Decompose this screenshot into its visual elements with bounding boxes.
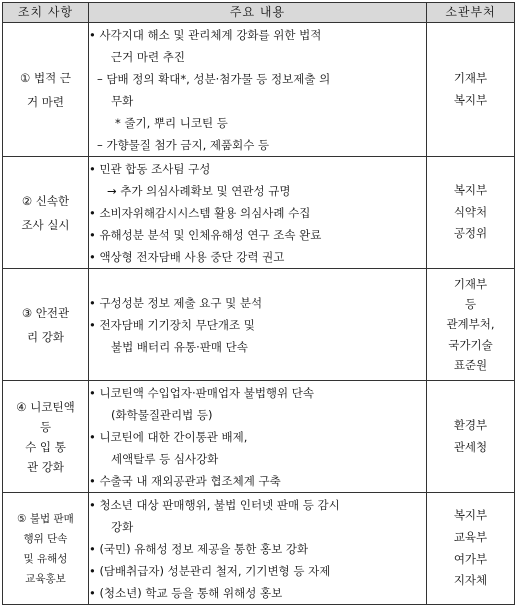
measure-cell bbox=[3, 23, 89, 157]
measure-line: ① 법적 근 bbox=[20, 70, 71, 85]
measure-line: 관 강화 bbox=[27, 459, 64, 474]
dept-line: 복지부 bbox=[453, 507, 488, 522]
dept-cell bbox=[427, 157, 515, 269]
content-line: (화학물질관리법 등) bbox=[111, 407, 213, 422]
table-row bbox=[3, 157, 515, 269]
table-row bbox=[3, 23, 515, 157]
table-row bbox=[3, 381, 515, 493]
content-line: • (청소년) 학교 등을 통해 위해성 홍보 bbox=[89, 585, 283, 600]
dept-line: 교육부 bbox=[453, 529, 488, 544]
dept-line: 표준원 bbox=[453, 357, 488, 372]
content-line: 강화 bbox=[111, 519, 134, 534]
dept-line: 복지부 bbox=[453, 92, 488, 107]
content-cell bbox=[89, 157, 427, 269]
dept-line: 식약처 bbox=[453, 204, 488, 219]
measure-line: 및 유해성 bbox=[23, 552, 68, 565]
dept-line: 기재부 bbox=[453, 277, 488, 292]
dept-line: 여가부 bbox=[453, 551, 488, 566]
header-measure: 조치 사항 bbox=[3, 3, 89, 23]
dept-line: 공정위 bbox=[453, 226, 488, 241]
content-cell bbox=[89, 493, 427, 605]
content-line: • 구성성분 정보 제출 요구 및 분석 bbox=[89, 295, 263, 310]
content-line: • 사각지대 해소 및 관리체계 강화를 위한 법적 bbox=[89, 27, 322, 42]
dept-cell bbox=[427, 381, 515, 493]
header-content: 주요 내용 bbox=[89, 3, 427, 23]
content-line: – 가향물질 첨가 금지, 제품회수 등 bbox=[97, 137, 270, 152]
header-dept: 소관부처 bbox=[427, 3, 515, 23]
measure-cell bbox=[3, 269, 89, 381]
measure-line: ④ 니코틴액 bbox=[16, 399, 75, 414]
header-row bbox=[3, 3, 515, 23]
content-line: 불법 배터리 유통·판매 단속 bbox=[111, 339, 248, 354]
content-line: • 소비자위해감시시스템 활용 의심사례 수집 bbox=[89, 205, 311, 220]
measure-cell bbox=[3, 157, 89, 269]
dept-line: 등 bbox=[464, 297, 477, 312]
dept-cell bbox=[427, 269, 515, 381]
content-line: 세액탈루 등 심사강화 bbox=[111, 451, 219, 466]
measure-line: ② 신속한 bbox=[21, 193, 70, 208]
content-line: • 수출국 내 재외공관과 협조체계 구축 bbox=[89, 473, 281, 488]
measure-line: 조사 실시 bbox=[21, 217, 70, 232]
content-line: • 민관 합동 조사팀 구성 bbox=[89, 161, 211, 176]
measure-line: 행위 단속 bbox=[23, 532, 68, 545]
measures-table bbox=[2, 2, 515, 605]
content-line: 무화 bbox=[111, 93, 134, 108]
content-line: 근거 마련 추진 bbox=[111, 49, 185, 64]
measure-line: ③ 안전관 bbox=[21, 305, 70, 320]
table-row bbox=[3, 269, 515, 381]
content-line: • 니코틴에 대한 간이통관 배제, bbox=[89, 429, 248, 444]
measure-cell bbox=[3, 381, 89, 493]
dept-line: 지자체 bbox=[453, 573, 488, 588]
content-line: • 니코틴액 수입업자·판매업자 불법행위 단속 bbox=[89, 385, 315, 400]
content-line: • 유해성분 분석 및 인체유해성 연구 조속 완료 bbox=[89, 227, 322, 242]
dept-line: 국가기술 bbox=[448, 337, 493, 352]
measure-line: 교육홍보 bbox=[25, 572, 66, 585]
dept-line: 관계부처, bbox=[446, 317, 495, 332]
content-cell bbox=[89, 23, 427, 157]
dept-cell bbox=[427, 493, 515, 605]
content-line: • 청소년 대상 판매행위, 불법 인터넷 판매 등 감시 bbox=[89, 497, 340, 512]
content-line: • 액상형 전자담배 사용 중단 강력 권고 bbox=[89, 249, 285, 264]
measure-line: 등 bbox=[39, 419, 52, 434]
content-line: * 줄기, 뿌리 니코틴 등 bbox=[115, 115, 228, 130]
content-line: – 담배 정의 확대*, 성분·첨가물 등 정보제출 의 bbox=[97, 71, 331, 86]
content-cell bbox=[89, 269, 427, 381]
dept-line: 기재부 bbox=[453, 70, 488, 85]
measure-line: 수 입 통 bbox=[25, 439, 66, 454]
content-line: • (국민) 유해성 정보 제공을 통한 홍보 강화 bbox=[89, 541, 309, 556]
dept-cell bbox=[427, 23, 515, 157]
measure-line: 거 마련 bbox=[27, 94, 64, 109]
content-cell bbox=[89, 381, 427, 493]
measure-cell bbox=[3, 493, 89, 605]
dept-line: 환경부 bbox=[453, 417, 488, 432]
measure-line: ⑤ 불법 판매 bbox=[17, 512, 74, 525]
measure-line: 리 강화 bbox=[27, 329, 64, 344]
dept-line: 복지부 bbox=[453, 182, 488, 197]
content-line: • 전자담배 기기장치 무단개조 및 bbox=[89, 317, 255, 332]
table-row bbox=[3, 493, 515, 605]
content-line: • (담배취급자) 성분관리 철저, 기기변형 등 자제 bbox=[89, 563, 331, 578]
content-line: → 추가 의심사례확보 및 연관성 규명 bbox=[107, 183, 291, 198]
dept-line: 관세청 bbox=[453, 439, 488, 454]
